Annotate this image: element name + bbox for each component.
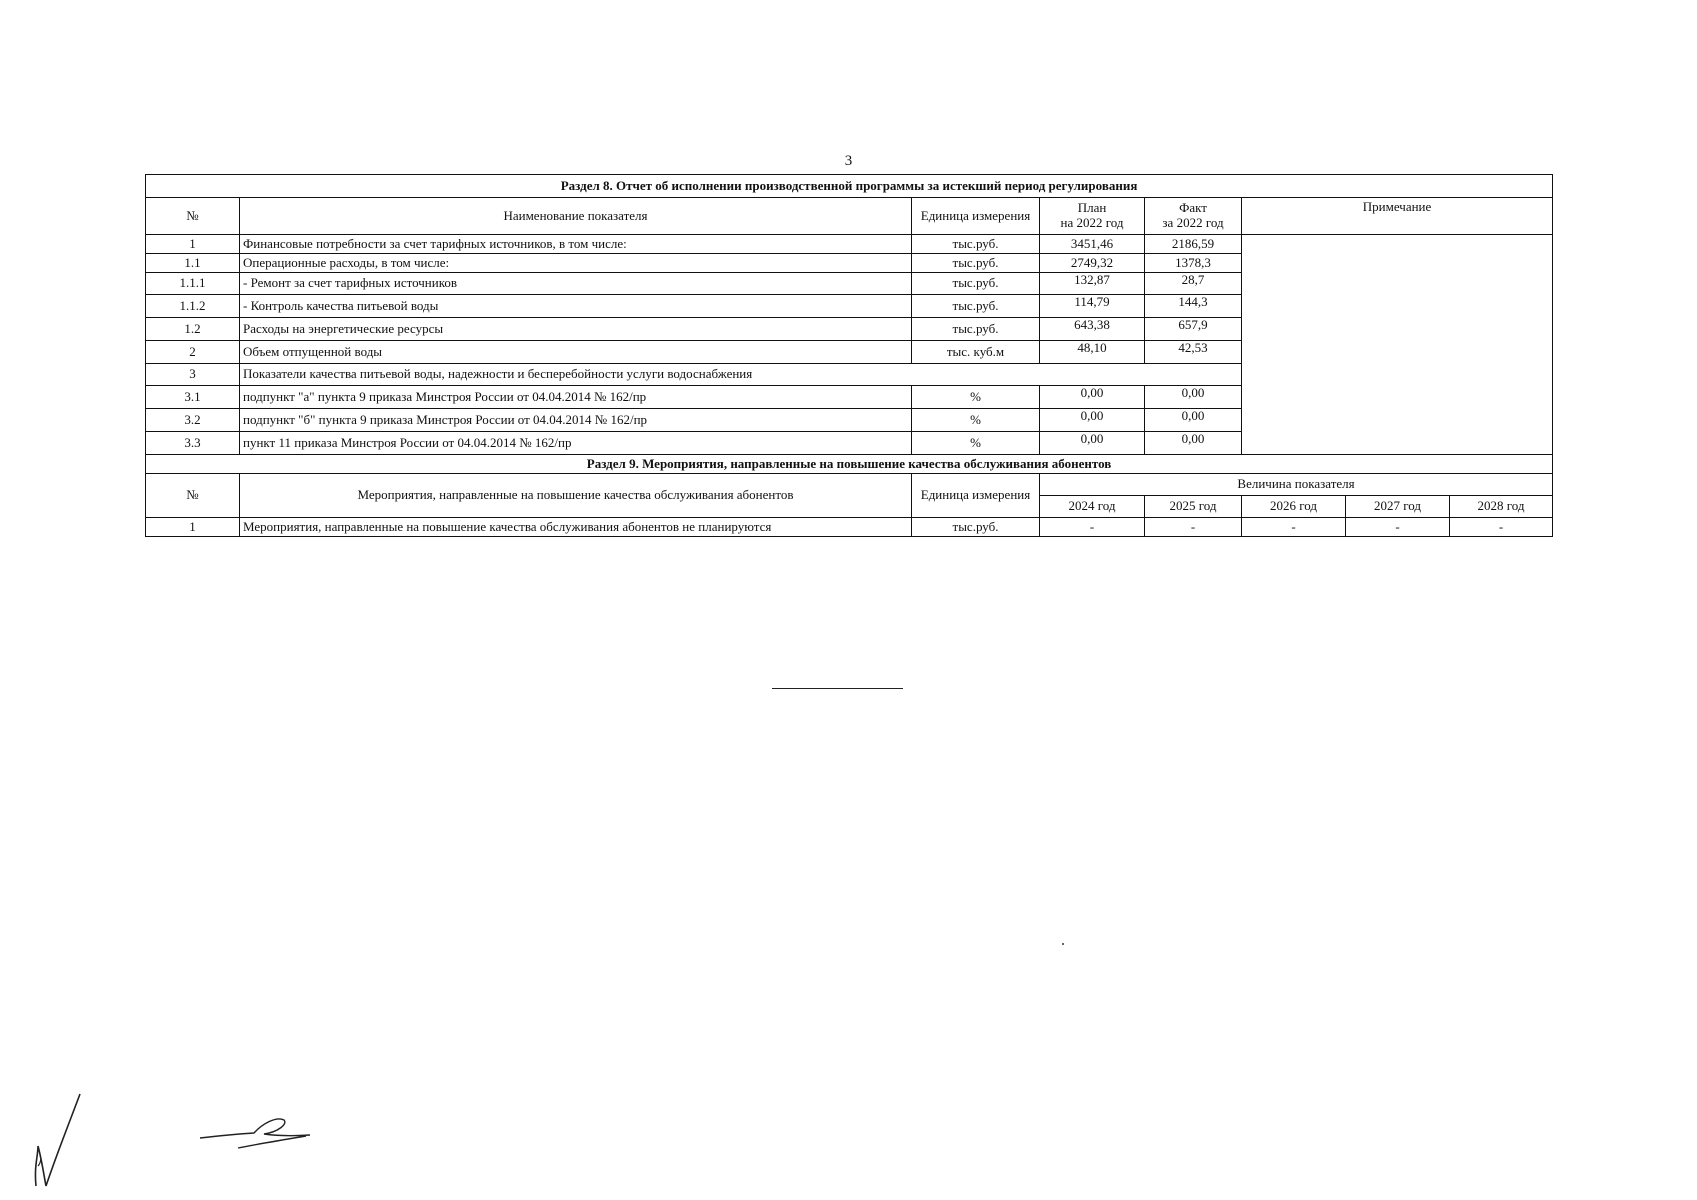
row-value: - bbox=[1346, 518, 1450, 537]
row-fact: 28,7 bbox=[1145, 273, 1242, 295]
section8-title-row bbox=[146, 175, 1553, 198]
row-value: - bbox=[1040, 518, 1145, 537]
row-unit: тыс.руб. bbox=[912, 318, 1040, 341]
row-plan: 48,10 bbox=[1040, 341, 1145, 364]
section9-title-row bbox=[146, 455, 1553, 474]
row-fact: 144,3 bbox=[1145, 295, 1242, 318]
s9-header-unit: Единица измерения bbox=[912, 474, 1040, 518]
row-plan: 643,38 bbox=[1040, 318, 1145, 341]
row-num: 1.2 bbox=[146, 318, 240, 341]
row-fact: 0,00 bbox=[1145, 409, 1242, 432]
header-fact-line1: Факт bbox=[1179, 200, 1207, 216]
row-name: Операционные расходы, в том числе: bbox=[240, 254, 912, 273]
section9-title: Раздел 9. Мероприятия, направленные на повышение качества обслуживания абонентов bbox=[146, 455, 1553, 474]
row-name: подпункт "б" пункта 9 приказа Минстроя России от 04.04.2014 № 162/пр bbox=[240, 409, 912, 432]
row-fact: 0,00 bbox=[1145, 432, 1242, 455]
s9-header-value-group: Величина показателя bbox=[1040, 474, 1553, 496]
row-value: - bbox=[1450, 518, 1553, 537]
row-unit: тыс. куб.м bbox=[912, 341, 1040, 364]
header-plan bbox=[1040, 198, 1145, 235]
row-plan: 0,00 bbox=[1040, 386, 1145, 409]
section9-header-row bbox=[146, 474, 1553, 496]
row-name: Показатели качества питьевой воды, надежности и бесперебойности услуги водоснабжения bbox=[240, 364, 1242, 386]
s9-year: 2027 год bbox=[1346, 496, 1450, 518]
row-num: 1.1 bbox=[146, 254, 240, 273]
header-note: Примечание bbox=[1242, 198, 1553, 235]
header-plan-line1: План bbox=[1077, 200, 1107, 216]
section8-title: Раздел 8. Отчет об исполнении производственной программы за истекший период регулирования bbox=[146, 175, 1553, 198]
row-unit: тыс.руб. bbox=[912, 254, 1040, 273]
handwritten-mark bbox=[28, 1086, 88, 1196]
row-num: 3.2 bbox=[146, 409, 240, 432]
row-fact: 42,53 bbox=[1145, 341, 1242, 364]
row-num: 3.1 bbox=[146, 386, 240, 409]
header-fact bbox=[1145, 198, 1242, 235]
s9-header-num: № bbox=[146, 474, 240, 518]
row-unit: % bbox=[912, 409, 1040, 432]
header-unit: Единица измерения bbox=[912, 198, 1040, 235]
signature bbox=[198, 1100, 318, 1150]
row-unit: тыс.руб. bbox=[912, 273, 1040, 295]
row-name: - Ремонт за счет тарифных источников bbox=[240, 273, 912, 295]
row-value: - bbox=[1145, 518, 1242, 537]
row-plan: 3451,46 bbox=[1040, 235, 1145, 254]
scan-speck bbox=[1062, 943, 1064, 945]
row-name: Расходы на энергетические ресурсы bbox=[240, 318, 912, 341]
row-name: Объем отпущенной воды bbox=[240, 341, 912, 364]
row-unit: тыс.руб. bbox=[912, 235, 1040, 254]
row-num: 2 bbox=[146, 341, 240, 364]
table-row bbox=[146, 518, 1553, 537]
s9-year: 2028 год bbox=[1450, 496, 1553, 518]
row-name: - Контроль качества питьевой воды bbox=[240, 295, 912, 318]
row-plan: 2749,32 bbox=[1040, 254, 1145, 273]
header-fact-line2: за 2022 год bbox=[1162, 215, 1224, 230]
row-name: Финансовые потребности за счет тарифных источников, в том числе: bbox=[240, 235, 912, 254]
page-number: 3 bbox=[844, 153, 853, 169]
row-plan: 114,79 bbox=[1040, 295, 1145, 318]
s9-header-name: Мероприятия, направленные на повышение качества обслуживания абонентов bbox=[240, 474, 912, 518]
header-name: Наименование показателя bbox=[240, 198, 912, 235]
row-num: 1 bbox=[146, 518, 240, 537]
row-name: Мероприятия, направленные на повышение качества обслуживания абонентов не планируются bbox=[240, 518, 912, 537]
row-value: - bbox=[1242, 518, 1346, 537]
footer-rule bbox=[772, 688, 903, 689]
row-num: 1 bbox=[146, 235, 240, 254]
report-table bbox=[145, 174, 1553, 537]
row-num: 1.1.2 bbox=[146, 295, 240, 318]
note-cell bbox=[1242, 235, 1553, 455]
row-fact: 0,00 bbox=[1145, 386, 1242, 409]
section8-header-row bbox=[146, 198, 1553, 235]
row-fact: 1378,3 bbox=[1145, 254, 1242, 273]
row-unit: тыс.руб. bbox=[912, 518, 1040, 537]
row-fact: 657,9 bbox=[1145, 318, 1242, 341]
table-row bbox=[146, 235, 1553, 254]
row-unit: тыс.руб. bbox=[912, 295, 1040, 318]
s9-year: 2024 год bbox=[1040, 496, 1145, 518]
row-plan: 132,87 bbox=[1040, 273, 1145, 295]
s9-year: 2026 год bbox=[1242, 496, 1346, 518]
s9-year: 2025 год bbox=[1145, 496, 1242, 518]
header-num: № bbox=[146, 198, 240, 235]
row-unit: % bbox=[912, 386, 1040, 409]
header-plan-line2: на 2022 год bbox=[1060, 215, 1124, 230]
row-num: 3.3 bbox=[146, 432, 240, 455]
row-plan: 0,00 bbox=[1040, 432, 1145, 455]
row-num: 3 bbox=[146, 364, 240, 386]
row-name: пункт 11 приказа Минстроя России от 04.04.2014 № 162/пр bbox=[240, 432, 912, 455]
row-num: 1.1.1 bbox=[146, 273, 240, 295]
row-unit: % bbox=[912, 432, 1040, 455]
row-fact: 2186,59 bbox=[1145, 235, 1242, 254]
row-plan: 0,00 bbox=[1040, 409, 1145, 432]
row-name: подпункт "а" пункта 9 приказа Минстроя России от 04.04.2014 № 162/пр bbox=[240, 386, 912, 409]
